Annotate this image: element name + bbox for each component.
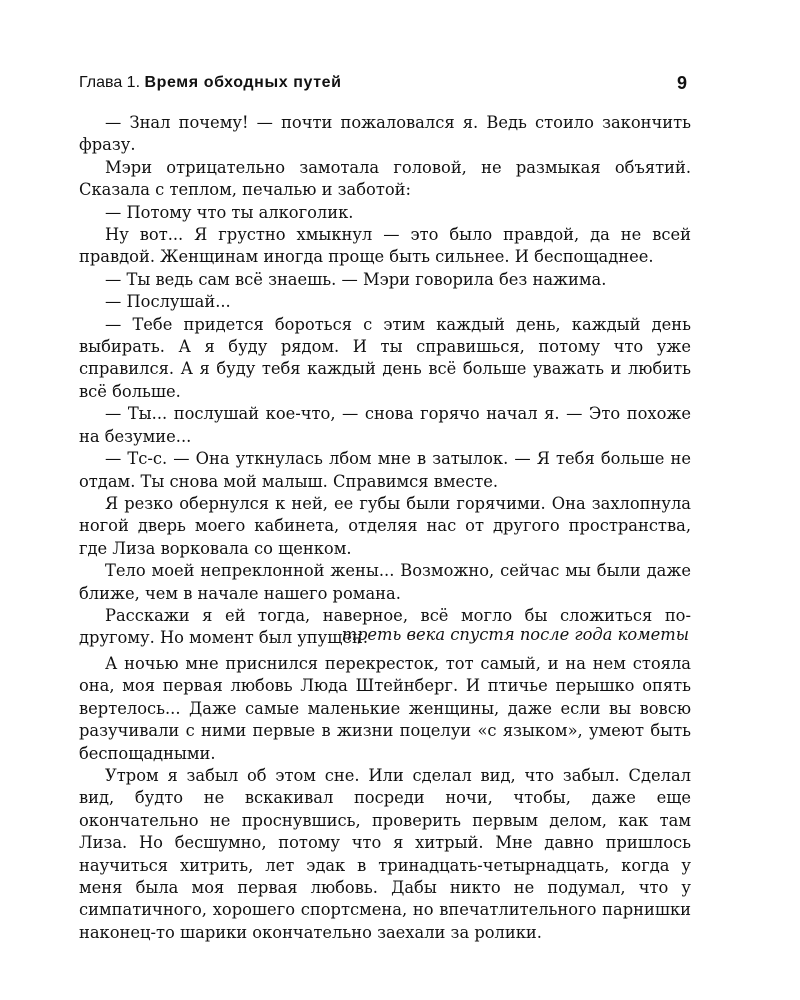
paragraph: А ночью мне приснился перекресток, тот самый, и на нем стояла она, моя первая любовь Люда Штейнберг. И птичье перышко опять вертелось... Даже самые маленькие женщины, даже если вы вовсю разучивали с ними первые в жизни поцелуи «с языком», умеют быть беспощадными. (79, 654, 691, 763)
paragraph: — Ты ведь сам всё знаешь. — Мэри говорила без нажима. (105, 269, 607, 289)
paragraph: Утром я забыл об этом сне. Или сделал вид, что забыл. Сделал вид, будто не вскакивал посреди ночи, чтобы, даже еще окончательно не проснувшись, проверить первым делом, как там Лиза. Но бесшумно, потому что я хитрый. Мне давно пришлось научиться хитрить, лет эдак в тринадцать-четырнадцать, когда у меня была моя первая любовь. Дабы никто не подумал, что у симпатичного, хорошего спортсмена, но впечатлительного парнишки наконец-то шарики окончательно заехали за ролики. (79, 766, 691, 942)
paragraph: — Потому что ты алкоголик. (105, 202, 354, 222)
page-number: 9 (676, 73, 687, 93)
paragraph: — Тс-с. — Она уткнулась лбом мне в затылок. — Я тебя больше не отдам. Ты снова мой малыш. Справимся вместе. (79, 449, 691, 491)
chapter-label: Глава 1. (79, 74, 141, 91)
chapter-heading (79, 72, 342, 94)
paragraph: Мэри отрицательно замотала головой, не размыкая объятий. Сказала с теплом, печалью и заботой: (79, 157, 691, 200)
main-text-section-1 (79, 112, 691, 650)
running-header (79, 72, 691, 96)
chapter-title: Время обходных путей (144, 74, 342, 91)
paragraph: Расскажи я ей тогда, наверное, всё могло бы сложиться по-другому. Но момент был упущен. (79, 605, 691, 648)
paragraph: Я резко обернулся к ней, ее губы были горячими. Она захлопнула ногой дверь моего кабинета, отделяя нас от другого пространства, где Лиза ворковала со щенком. (79, 493, 691, 558)
paragraph: — Послушай... (105, 292, 231, 312)
paragraph: Тело моей непреклонной жены... Возможно, сейчас мы были даже ближе, чем в начале нашего романа. (79, 561, 691, 603)
main-text-section-2 (79, 653, 691, 944)
paragraph: — Тебе придется бороться с этим каждый день, каждый день выбирать. А я буду рядом. И ты справишься, потому что уже справился. А я буду тебя каждый день всё больше уважать и любить всё больше. (79, 314, 691, 401)
section-epigraph: треть века спустя после года кометы (341, 625, 689, 644)
paragraph: — Знал почему! — почти пожаловался я. Ведь стоило закончить фразу. (79, 113, 691, 155)
paragraph: — Ты... послушай кое-что, — снова горячо начал я. — Это похоже на безумие... (79, 404, 691, 446)
paragraph: Ну вот... Я грустно хмыкнул — это было правдой, да не всей правдой. Женщинам иногда проще быть сильнее. И беспощаднее. (79, 225, 691, 267)
